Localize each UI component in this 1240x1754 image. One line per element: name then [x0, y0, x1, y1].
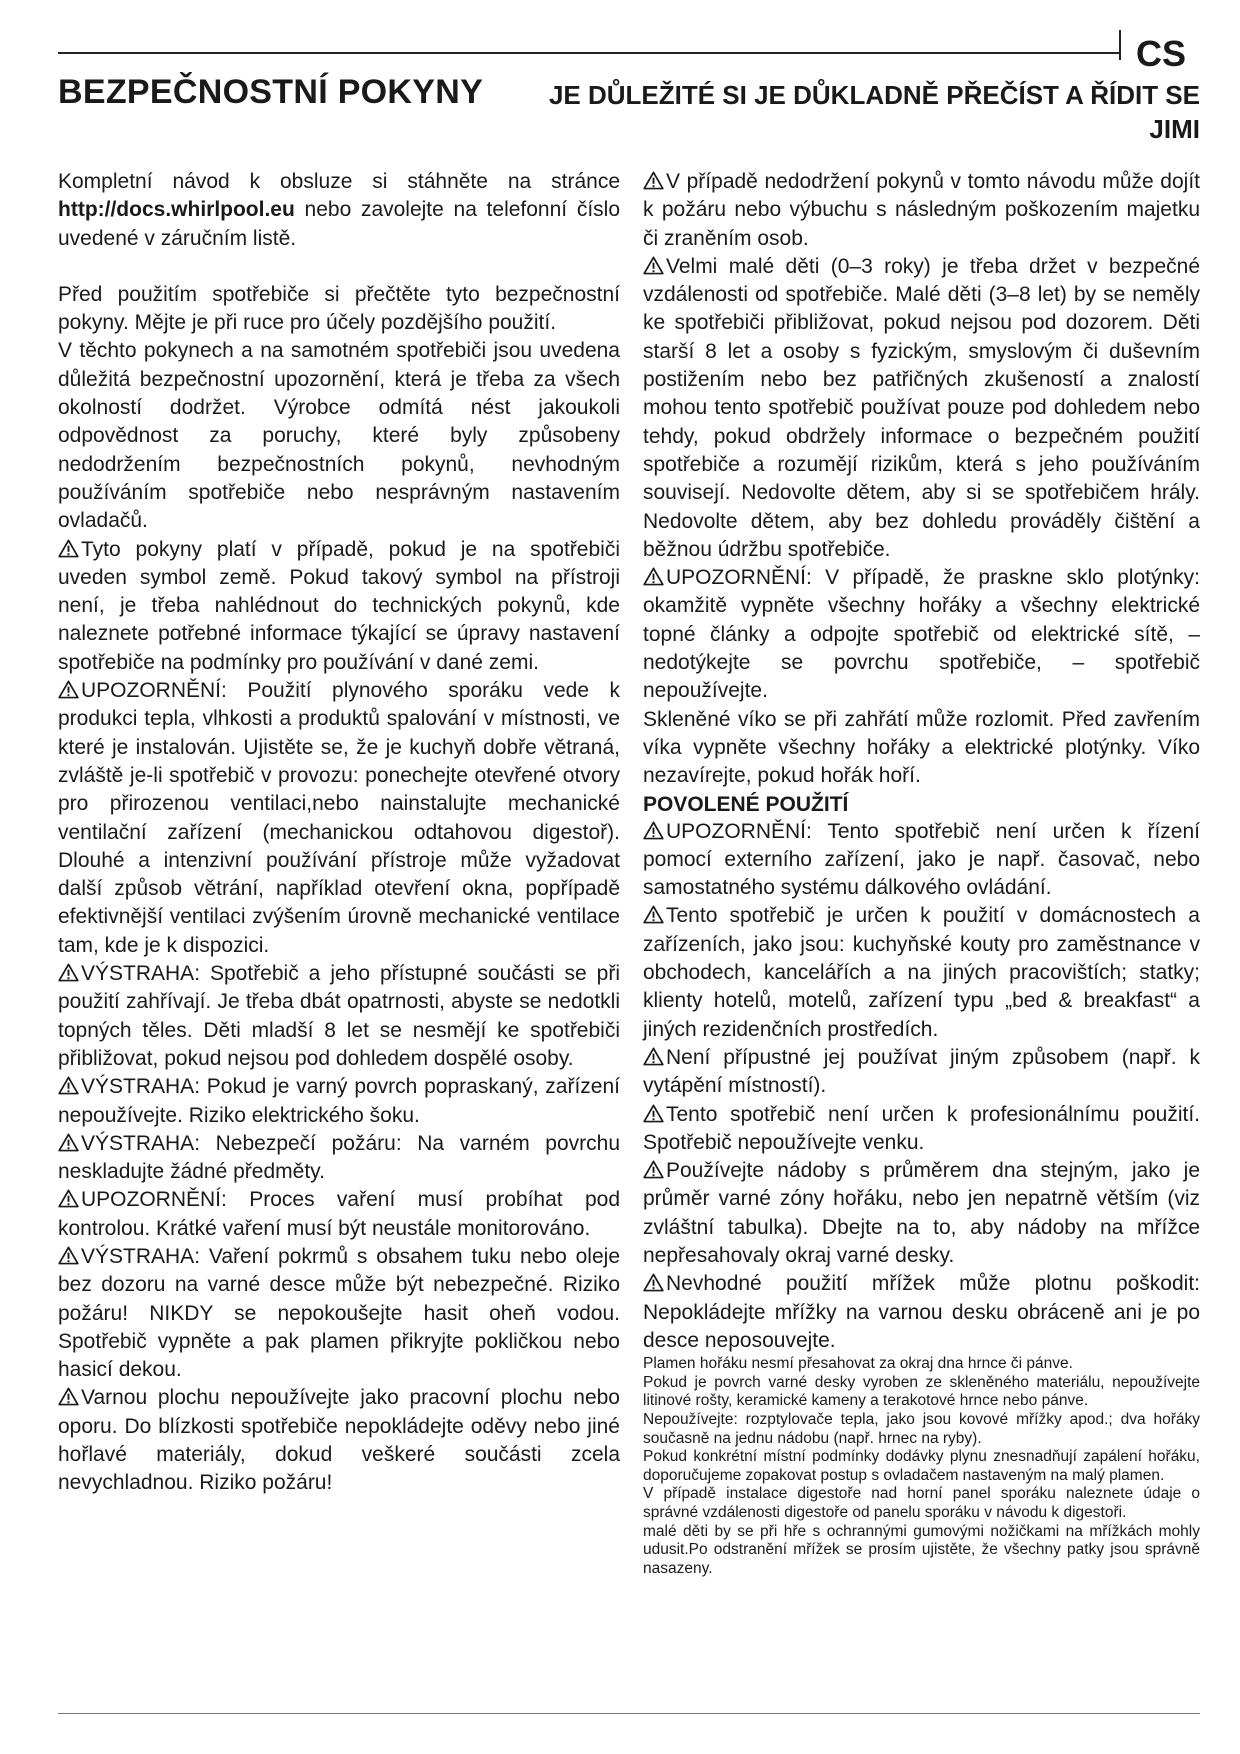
warning-icon: [643, 256, 664, 275]
warning-icon: [643, 1104, 664, 1123]
warning-icon: [58, 1387, 79, 1406]
note: malé děti by se při hře s ochrannými gumovými nožičkami na mřížkách mohly udusit.Po odstranění mřížek se prosím ujistěte, že všechny patky jsou správně nasazeny.: [643, 1522, 1200, 1577]
warning-item: VÝSTRAHA: Pokud je varný povrch popraskaný, zařízení nepoužívejte. Riziko elektrického šoku.: [58, 1075, 620, 1127]
warning-icon: [643, 567, 664, 586]
header-rule: [58, 52, 1120, 54]
warning-icon: [643, 905, 664, 924]
warning-icon: [58, 680, 79, 699]
warning-icon: [58, 963, 79, 982]
language-code: CS: [1136, 33, 1187, 74]
right-column: [643, 168, 1200, 1578]
warning-item: UPOZORNĚNÍ: Tento spotřebič není určen k řízení pomocí externího zařízení, jako je např. časovač, nebo samostatného systému dálkového ovládání.: [643, 819, 1200, 900]
warning-item: VÝSTRAHA: Vaření pokrmů s obsahem tuku nebo oleje bez dozoru na varné desce může být nebezpečné. Riziko požáru! NIKDY se nepokoušejte hasit oheň vodou. Spotřebič vypněte a pak plamen přikryjte pokličkou nebo hasicí dekou.: [58, 1244, 620, 1382]
warning-item: VÝSTRAHA: Spotřebič a jeho přístupné součásti se při použití zahřívají. Je třeba dbát opatrnosti, abyste se nedotkli topných těles. Děti mladší 8 let se nesmějí ke spotřebiči přibližovat, pokud nejsou pod dohledem dospělé osoby.: [58, 962, 620, 1070]
warning-item: V případě nedodržení pokynů v tomto návodu může dojít k požáru nebo výbuchu s následným poškozením majetku či zraněním osob.: [643, 170, 1200, 250]
warning-icon: [643, 171, 664, 190]
note: Pokud konkrétní místní podmínky dodávky plynu znesnadňují zapálení hořáku, doporučujeme zopakovat postup s ovladačem nastaveným na malý plamen.: [643, 1448, 1200, 1484]
note: V případě instalace digestoře nad horní panel sporáku naleznete údaje o správné vzdálenosti digestoře od panelu sporáku v návodu k digestoři.: [643, 1485, 1200, 1521]
paragraph: V těchto pokynech a na samotném spotřebiči jsou uvedena důležitá bezpečnostní upozornění, která je třeba za všech okolností dodržet. Výrobce odmítá nést jakoukoli odpovědnost za poruchy, které byly způsobeny nedodržením bezpečnostních pokynů, nevhodným používáním spotřebiče nebo nesprávným nastavením ovladačů.: [58, 339, 620, 533]
warning-item: UPOZORNĚNÍ: Použití plynového sporáku vede k produkci tepla, vlhkosti a produktů spalování v místnosti, ve které je instalován. Ujistěte se, že je kuchyň dobře větraná, zvláště je-li spotřebič v provozu: ponechejte otevřené otvory pro přirozenou ventilaci,nebo nainstalujte mechanické ventilační zařízení (mechanickou odtahovou digestoř). Dlouhé a intenzivní používání přístroje může vyžadovat další způsob větrání, například otevření okna, popřípadě efektivnější ventilaci zvýšením úrovně mechanické ventilace tam, kde je k dispozici.: [58, 679, 620, 957]
note: Pokud je povrch varné desky vyroben ze skleněného materiálu, nepoužívejte litinové rošty, keramické kameny a terakotové hrnce nebo pánve.: [643, 1373, 1200, 1410]
warning-item: Tento spotřebič není určen k profesionálnímu použití. Spotřebič nepoužívejte venku.: [643, 1102, 1200, 1154]
left-column: [58, 168, 620, 1498]
warning-item: Varnou plochu nepoužívejte jako pracovní plochu nebo oporu. Do blízkosti spotřebiče nepokládejte oděvy nebo jiné hořlavé materiály, dokud veškeré součásti zcela nevychladnou. Riziko požáru!: [58, 1386, 620, 1495]
warning-item: Nevhodné použití mřížek může plotnu poškodit: Nepokládejte mřížky na varnou desku obráceně ani je po desce neposouvejte.: [643, 1272, 1200, 1352]
warning-item: VÝSTRAHA: Nebezpečí požáru: Na varném povrchu neskladujte žádné předměty.: [58, 1131, 620, 1184]
note: Nepoužívejte: rozptylovače tepla, jako jsou kovové mřížky apod.; dva hořáky současně na jednu nádobu (např. hrnec na ryby).: [643, 1410, 1200, 1447]
warning-icon: [58, 1189, 79, 1208]
note: Plamen hořáku nesmí přesahovat za okraj dna hrnce či pánve.: [643, 1355, 1073, 1373]
warning-item: Tyto pokyny platí v případě, pokud je na spotřebiči uveden symbol země. Pokud takový symbol na přístroji není, je třeba nahlédnout do technických pokynů, kde naleznete potřebné informace týkající se úpravy nastavení spotřebiče na podmínky pro používání v dané zemi.: [58, 537, 620, 674]
warning-item: Tento spotřebič je určen k použití v domácnostech a zařízeních, jako jsou: kuchyňské kouty pro zaměstnance v obchodech, kancelářích a na jiných pracovištích; statky; klienty hotelů, motelů, zařízení typu „bed & breakfast“ a jiných rezidenčních prostředích.: [643, 904, 1200, 1041]
warning-item: Není přípustné jej používat jiným způsobem (např. k vytápění místností).: [643, 1045, 1200, 1098]
warning-item: Používejte nádoby s průměrem dna stejným, jako je průměr varné zóny hořáku, nebo jen nepatrně větším (viz zvláštní tabulka). Dbejte na to, aby nádoby na mřížce nepřesahovaly okraj varné desky.: [643, 1159, 1200, 1267]
section-title: POVOLENÉ POUŽITÍ: [643, 792, 849, 816]
warning-icon: [58, 1133, 79, 1152]
intro-paragraph: Kompletní návod k obsluze si stáhněte na stránce http://docs.whirlpool.eu nebo zavolejte na telefonní číslo uvedené v záručním listě.: [58, 170, 620, 250]
paragraph: Před použitím spotřebiče si přečtěte tyto bezpečnostní pokyny. Mějte je při ruce pro účely pozdějšího použití.: [58, 282, 620, 335]
warning-icon: [58, 1076, 79, 1095]
warning-icon: [58, 539, 79, 558]
paragraph: Skleněné víko se při zahřátí může rozlomit. Před zavřením víka vypněte všechny hořáky a elektrické plotýnky. Víko nezavírejte, pokud hořák hoří.: [643, 707, 1200, 788]
footer-rule: [58, 1713, 1200, 1714]
warning-icon: [643, 1160, 664, 1179]
warning-icon: [643, 821, 664, 840]
warning-icon: [643, 1273, 664, 1292]
warning-icon: [58, 1246, 79, 1265]
warning-item: UPOZORNĚNÍ: Proces vaření musí probíhat pod kontrolou. Krátké vaření musí být neustále monitorováno.: [58, 1188, 620, 1240]
header-rule-tick: [1119, 30, 1121, 60]
docs-link[interactable]: http://docs.whirlpool.eu: [58, 198, 295, 222]
page-subtitle: JE DŮLEŽITÉ SI JE DŮKLADNĚ PŘEČÍST A ŘÍDIT SE JIMI: [548, 80, 1200, 144]
warning-icon: [643, 1047, 664, 1066]
page-title: BEZPEČNOSTNÍ POKYNY: [58, 73, 484, 111]
warning-item: Velmi malé děti (0–3 roky) je třeba držet v bezpečné vzdálenosti od spotřebiče. Malé děti (3–8 let) by se neměly ke spotřebiči přibližovat, pokud nejsou pod dozorem. Děti starší 8 let a osoby s fyzickým, smyslovým či duševním postižením nebo bez patřičných zkušeností a znalostí mohou tento spotřebič používat pouze pod dohledem nebo tehdy, pokud obdržely informace o bezpečném použití spotřebiče a rozumějí rizikům, která s jeho používáním souvisejí. Nedovolte dětem, aby si se spotřebičem hrály. Nedovolte dětem, aby bez dohledu prováděly čištění a běžnou údržbu spotřebiče.: [643, 254, 1200, 561]
warning-item: UPOZORNĚNÍ: V případě, že praskne sklo plotýnky: okamžitě vypněte všechny hořáky a všechny elektrické topné články a odpojte spotřebič od elektrické sítě, – nedotýkejte se povrchu spotřebiče, – spotřebič nepoužívejte.: [643, 566, 1200, 703]
